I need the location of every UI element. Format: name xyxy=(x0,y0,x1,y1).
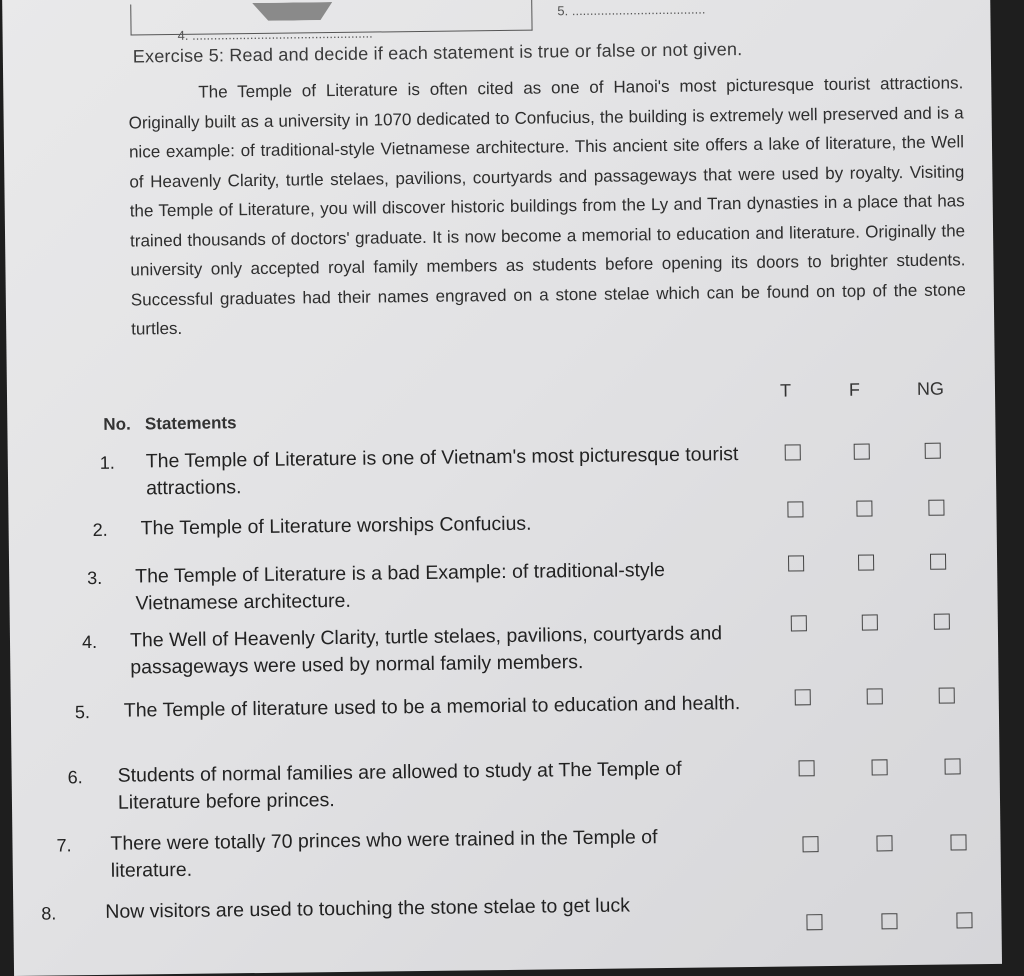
checkbox-not-given[interactable] xyxy=(934,614,950,630)
statement-number: 4. xyxy=(81,631,98,653)
statement-number: 5. xyxy=(74,702,91,723)
checkbox-not-given[interactable] xyxy=(928,500,944,516)
statement-number: 6. xyxy=(67,767,83,788)
table-header xyxy=(103,413,236,435)
checkbox-not-given[interactable] xyxy=(930,554,946,570)
statement-row xyxy=(10,619,998,679)
statement-text: The Temple of Literature worships Confucius. xyxy=(140,512,532,540)
checkbox-false[interactable] xyxy=(854,444,870,460)
column-header-number: No. xyxy=(103,414,131,434)
answer-line-4: 4. .................................................. xyxy=(177,25,373,43)
checkbox-false[interactable] xyxy=(872,759,888,775)
statement-text: There were totally 70 princes who were trained in the Temple of literature. xyxy=(110,826,658,882)
checkbox-not-given[interactable] xyxy=(925,443,941,459)
statement-text: Now visitors are used to touching the stone stelae to get luck xyxy=(105,894,631,923)
checkbox-not-given[interactable] xyxy=(944,758,960,774)
statement-text: Students of normal families are allowed to study at The Temple of Literature before princes. xyxy=(117,757,682,814)
checkbox-true[interactable] xyxy=(806,914,822,930)
checkbox-true[interactable] xyxy=(788,555,804,571)
statement-text: The Temple of literature used to be a memorial to education and health. xyxy=(123,692,741,722)
checkbox-true[interactable] xyxy=(785,444,801,460)
statement-number: 3. xyxy=(87,567,103,589)
statement-row xyxy=(11,689,999,723)
checkbox-false[interactable] xyxy=(881,913,897,929)
statement-number: 2. xyxy=(92,519,108,541)
statement-row xyxy=(8,440,996,500)
statement-text: The Temple of Literature is one of Vietnam's most picturesque tourist attractions. xyxy=(145,443,739,500)
statement-number: 1. xyxy=(99,452,115,473)
statement-text: The Well of Heavenly Clarity, turtle stelaes, pavilions, courtyards and passageways were used by normal family members. xyxy=(129,622,723,679)
checkbox-not-given[interactable] xyxy=(950,834,966,850)
checkbox-false[interactable] xyxy=(858,554,874,570)
checkbox-false[interactable] xyxy=(862,614,878,630)
checkbox-not-given[interactable] xyxy=(956,912,972,928)
statement-row xyxy=(12,822,1000,882)
checkbox-false[interactable] xyxy=(876,835,892,851)
checkbox-true[interactable] xyxy=(787,501,803,517)
statement-row xyxy=(9,555,997,615)
checkbox-false[interactable] xyxy=(867,688,883,704)
statement-number: 7. xyxy=(56,835,72,856)
statement-row xyxy=(9,507,997,541)
statement-row xyxy=(13,890,1001,924)
statement-text: The Temple of Literature is a bad Example: of traditional-style Vietnamese architecture. xyxy=(135,559,665,615)
column-header-statements: Statements xyxy=(144,413,237,434)
worksheet-page xyxy=(2,0,1002,976)
checkbox-not-given[interactable] xyxy=(939,687,955,703)
column-header-true: T xyxy=(779,380,792,401)
statement-number: 8. xyxy=(41,903,57,924)
checkbox-true[interactable] xyxy=(799,760,815,776)
checkbox-true[interactable] xyxy=(795,689,811,705)
reading-passage: The Temple of Literature is often cited as one of Hanoi's most picturesque tourist attractions. Originally built as a university in 1070 dedicated to Confucius, the building is extremely well preserved and is a nice example: of traditional-style Vietnamese architecture. This ancient site offers a lake of literature, the Well of Heavenly Clarity, turtle stelaes, pavilions, courtyards and passageways that were used by royalty. Visiting the Temple of Literature, you will discover historic buildings from the Ly and Tran dynasties in a place that has trained thousands of doctors' graduate. It is now become a memorial to education and literature. Originally the university only accepted royal family members as students before opening its doors to brighter students. Successful graduates had their names engraved on a stone stelae which can be found on top of the stone turtles. xyxy=(128,73,966,339)
column-header-not-given: NG xyxy=(916,378,945,399)
statement-row xyxy=(12,754,1000,814)
column-header-false: F xyxy=(848,379,861,400)
answer-line-5: 5. ..................................... xyxy=(557,1,706,19)
checkbox-true[interactable] xyxy=(802,836,818,852)
checkbox-true[interactable] xyxy=(791,615,807,631)
checkbox-false[interactable] xyxy=(856,500,872,516)
exercise-title: Exercise 5: Read and decide if each statement is true or false or not given. xyxy=(132,39,743,67)
